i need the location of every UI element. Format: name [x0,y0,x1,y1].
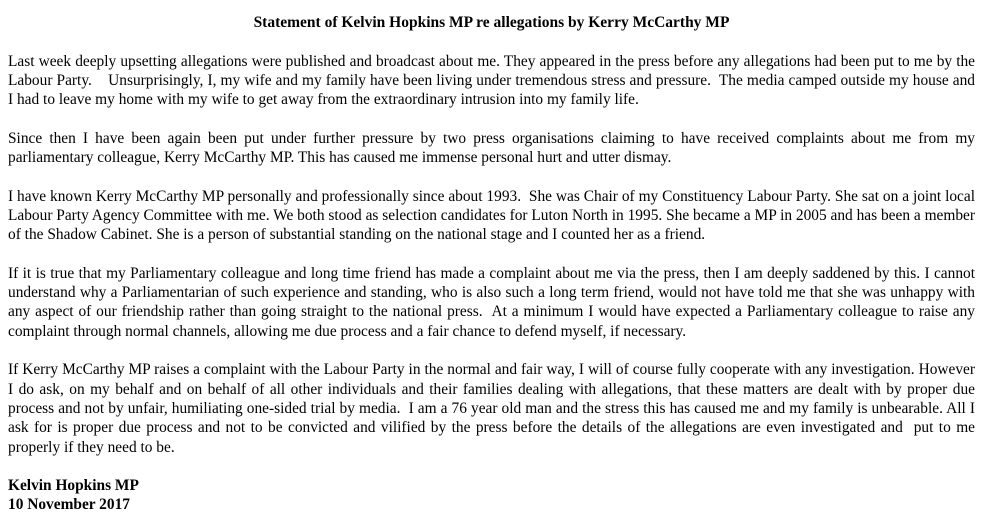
signature-block [8,476,975,515]
signature-name: Kelvin Hopkins MP [8,477,139,495]
paragraph-3: I have known Kerry McCarthy MP personally and professionally since about 1993. She was Chair of my Constituency Labour Party. She sat on a joint local Labour Party Agency Committee with me. We both stood as selection candidates for Luton North in 1995. She became a MP in 2005 and has been a member of the Shadow Cabinet. She is a person of substantial standing on the national stage and I counted her as a friend. [8,187,975,244]
document-title: Statement of Kelvin Hopkins MP re allegations by Kerry McCarthy MP [253,14,730,31]
paragraph-2: Since then I have been again been put under further pressure by two press organisations claiming to have received complaints about me from my parliamentary colleague, Kerry McCarthy MP. This has caused me immense personal hurt and utter dismay. [8,129,975,167]
signature-date: 10 November 2017 [8,496,130,514]
paragraph-5: If Kerry McCarthy MP raises a complaint with the Labour Party in the normal and fair way, I will of course fully cooperate with any investigation. However I do ask, on my behalf and on behalf of all other individuals and their families dealing with allegations, that these matters are dealt with by proper due process and not by unfair, humiliating one-sided trial by media. I am a 76 year old man and the stress this has caused me and my family is unbearable. All I ask for is proper due process and not to be convicted and vilified by the press before the details of the allegations are even investigated and put to me properly if they need to be. [8,361,975,456]
paragraph-4: If it is true that my Parliamentary colleague and long time friend has made a complaint about me via the press, then I am deeply saddened by this. I cannot understand why a Parliamentarian of such experience and standing, who is also such a long term friend, would not have told me that she was unhappy with any aspect of our friendship rather than going straight to the national press. At a minimum I would have expected a Parliamentary colleague to raise any complaint through normal channels, allowing me due process and a fair chance to defend myself, if necessary. [8,264,975,340]
paragraph-1: Last week deeply upsetting allegations were published and broadcast about me. They appeared in the press before any allegations had been put to me by the Labour Party. Unsurprisingly, I, my wife and my family have been living under tremendous stress and pressure. The media camped outside my house and I had to leave my home with my wife to get away from the extraordinary intrusion into my family life. [8,52,975,109]
